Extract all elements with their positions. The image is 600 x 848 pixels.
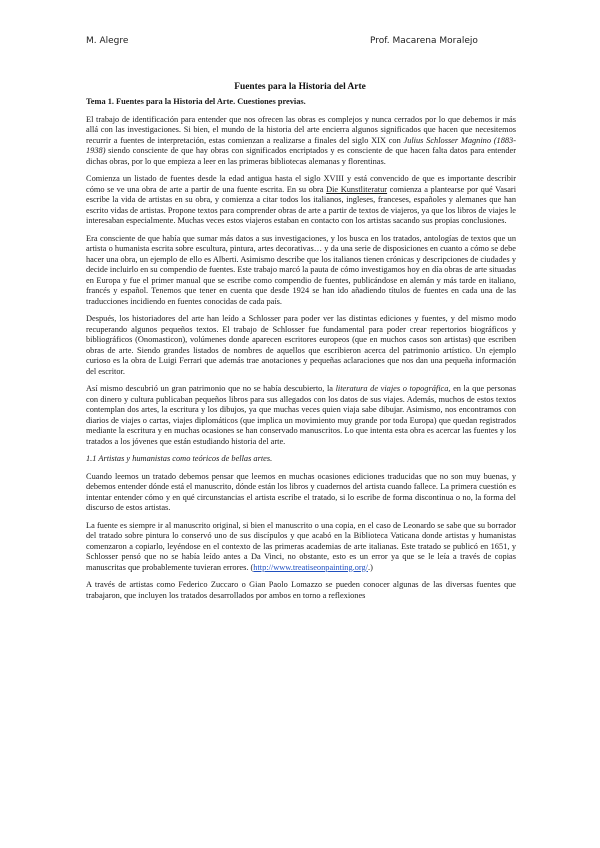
document-title: Fuentes para la Historia del Arte — [234, 82, 366, 92]
document-subtitle: Tema 1. Fuentes para la Historia del Arte. Cuestiones previas. — [86, 97, 306, 106]
header-author: M. Alegre — [86, 36, 129, 46]
paragraph-2-underlined-title: Die Kunstliteratur — [326, 184, 388, 194]
paragraph-1 — [86, 115, 516, 168]
paragraph-5 — [86, 384, 516, 447]
paragraph-7-text-b: .) — [368, 562, 373, 572]
paragraph-1-text-a: El trabajo de identificación para entender que nos ofrecen las obras es complejos y nunca cerrados por lo que debemos ir más allá con las investigaciones. Si bien, el mundo de la historia del arte encierra algunos significados que hacen que necesitemos recurrir a fuentes de interpretación, estas comienzan a realizarse a finales del siglo XIX con — [86, 114, 516, 145]
header-professor: Prof. Macarena Moralejo — [370, 36, 478, 46]
paragraph-7-text-a: La fuente es siempre ir al manuscrito original, si bien el manuscrito o una copia, en el caso de Leonardo se sabe que su borrador del tratado sobre pintura lo conservó uno de sus discípulos y que acabó en la Biblioteca Vaticana donde artistas y humanistas comenzaron a copiarlo, leyéndose en el contexto de las primeras academias de arte italianas. Este tratado se publicó en 1651, y Schlosser pensó que no se había leído antes a Da Vinci, no obstante, esto es un error ya que se le leía a través de copias manuscritas que probablemente tuvieran errores. ( — [86, 520, 516, 572]
document-body — [86, 97, 516, 608]
paragraph-1-italic: Julius Schlosser Magnino (1883-1938) — [86, 135, 516, 155]
section-heading: 1.1 Artistas y humanistas como teóricos de bellas artes. — [86, 454, 273, 463]
paragraph-2-text-b: comienza a plantearse por qué Vasari escribe la vida de artistas en su obra, y comienza a citar todos los italianos, ingleses, franceses, españoles y alemanes que han escrito vidas de artistas. Propone textos para comprender obras de arte a partir de textos de viajeros, ya que los libros de viajes le interesaban especialmente. Muchas veces estos viajeros estaban en contacto con los artistas sacando sus propias conclusiones. — [86, 184, 517, 225]
paragraph-2-text-a: Comienza un listado de fuentes desde la edad antigua hasta el siglo XVIII y está convencido de que es importante describir cómo se ve una obra de arte a partir de una fuente escrita. En su obra — [86, 174, 516, 194]
paragraph-2 — [86, 174, 516, 227]
paragraph-3: Era consciente de que había que sumar más datos a sus investigaciones, y los busca en los tratados, antologías de textos que un artista o humanista escrita sobre escultura, pintura, artes decorativas… y da una serie de disposiciones en cuanto a cómo se debe hacer una obra, un ejemplo de ello es Alberti. Asimismo describe que los italianos tienen crónicas y descripciones de ciudades y decide incluirlo en su compendio de fuentes. Este trabajo marcó la pauta de cómo investigamos hoy en día obras de arte situadas en Europa y fue el primer manual que se escribe como compendio de fuentes, publicándose en alemán y más tarde en italiano, francés y español. Tenemos que tener en cuenta que desde 1924 se han ido añadiendo títulos de fuentes en cada una de las traducciones incidiendo en fuentes conocidas de cada país. — [86, 233, 516, 306]
paragraph-4: Después, los historiadores del arte han leído a Schlosser para poder ver las distintas ediciones y fuentes, y del mismo modo recuperando algunos pequeños textos. El trabajo de Schlosser fue fundamental para poder crear repertorios biográficos y bibliográficos (Onomasticon), volúmenes donde aparecen escritores europeos (que en muchos casos son artistas) que escriben obras de arte. Siendo grandes listados de nombres de aquellos que escribieron acerca del patrimonio artístico. Un ejemplo curioso es la obra de Luigi Ferrari que además trae anotaciones y pequeñas aclaraciones que nos dan una pequeña información del escritor. — [86, 314, 516, 376]
paragraph-1-text-b: siendo consciente de que hay obras con significados encriptados y es consciente de que hacen falta datos para entender dichas obras, por lo que empieza a leer en las primeras bibliotecas alemanas y florentinas. — [86, 146, 516, 166]
treatise-link[interactable]: http://www.treatiseonpainting.org/ — [253, 562, 368, 572]
paragraph-5-text-b: en la que personas con dinero y cultura publicaban pequeños libros para sus allegados con los datos de sus viajes. Además, muchos de estos textos contemplan dos artes, la escritura y los dibujos, ya que muchas veces quien viaja sabe dibujar. Asimismo, nos encontramos con diarios de viajes o cartas, viajes diplomáticos (que implica un movimiento muy grande por toda Europa) que quedan registrados mediante la escritura y en muchas ocasiones se han conservado manuscritos. Lo que intenta esta obra es acercar las fuentes y los tratados a los jóvenes que están estudiando historia del arte. — [86, 384, 516, 446]
paragraph-5-text-a: Así mismo descubrió un gran patrimonio que no se había descubierto, la — [86, 384, 336, 393]
paragraph-6: Cuando leemos un tratado debemos pensar que leemos en muchas ocasiones ediciones traducidas que no son muy buenas, y debemos entender dónde está el manuscrito, dónde están los libros y cuadernos del artista cuando fallece. La primera cuestión es intentar entender cómo y en qué circunstancias el artista escribe el tratado, si lo escribe de forma discontinua o no, la forma del discurso de estos artistas. — [86, 471, 516, 512]
paragraph-8: A través de artistas como Federico Zuccaro o Gian Paolo Lomazzo se pueden conocer algunas de las diversas fuentes que trabajaron, que incluyen los tratados desarrollados por ambos en torno a reflexiones — [86, 580, 516, 600]
paragraph-7 — [86, 521, 516, 574]
paragraph-5-italic: literatura de viajes o topográfica, — [335, 384, 451, 393]
